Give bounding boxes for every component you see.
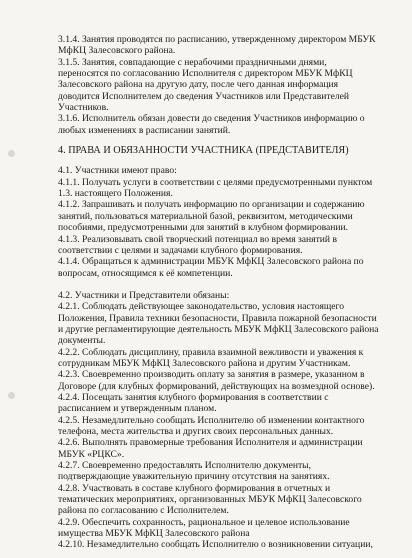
text-line: 4.1.1. Получать услуги в соответствии с целями предусмотренными пунктом (58, 176, 373, 188)
text-line: тематических мероприятиях, организованных МБУК МфКЦ Залесовского (58, 494, 362, 506)
text-line: доводится Исполнителем до сведения Участников или Представителей (58, 90, 350, 102)
punch-hole-mark (8, 150, 15, 157)
text-line: МБУК «РЦКС». (58, 448, 125, 460)
text-line: 4.2.1. Соблюдать действующее законодательство, условия настоящего (58, 301, 345, 313)
text-line: 4.2.6. Выполнять правомерные требования Исполнителя и администрации (58, 437, 363, 449)
text-line: 3.1.6. Исполнитель обязан довести до сведения Участников информацию о (58, 113, 365, 125)
text-line: 4.1. Участники имеют право: (58, 165, 177, 177)
text-line: соответствии с целями и задачами клубного формирования. (58, 244, 303, 256)
text-line: 4.1.2. Запрашивать и получать информацию по организации и содержанию (58, 199, 365, 211)
text-line: Положения, Правила техники безопасности, Правила пожарной безопасности (58, 312, 377, 324)
punch-hole-mark (8, 392, 15, 399)
text-line: расписанием и утвержденным планом. (58, 403, 217, 415)
text-line: телефона, места жительства и других своих персональных данных. (58, 426, 334, 437)
text-line: переносятся по согласованию Исполнителя с директором МБУК МфКЦ (58, 68, 353, 80)
text-line: 4.2.9. Обеспечить сохранность, рациональное и целевое использование (58, 516, 350, 528)
clause-3-1-4 (58, 34, 400, 57)
text-line: пособиями, предусмотренными для занятий в клубном формировании. (58, 222, 349, 234)
text-line: района по согласованию с Исполнителем. (58, 505, 229, 517)
clause-3-1-6 (58, 113, 400, 136)
section-4-1 (58, 165, 400, 278)
text-line: 4.1.4. Обращаться к администрации МБУК МфКЦ Залесовского района по (58, 256, 364, 268)
text-line: 4.2.5. Незамедлительно сообщать Исполнителю об изменении контактного (58, 414, 365, 426)
text-line: 4.1.3. Реализовывать свой творческий потенциал во время занятий в (58, 233, 337, 245)
text-line: 4.2.10. Незамедлительно сообщать Исполнителю о возникновении ситуации, (58, 539, 373, 551)
section-heading: 4. ПРАВА И ОБЯЗАННОСТИ УЧАСТНИКА (ПРЕДСТАВИТЕЛЯ) (58, 145, 349, 157)
text-line: любых изменениях в расписании занятий. (58, 124, 231, 136)
text-line: имущества МБУК МфКЦ Залесовского района (58, 528, 250, 540)
text-line: 4.2.2. Соблюдать дисциплину, правила взаимной вежливости и уважения к (58, 346, 364, 358)
text-line: 4.2.3. Своевременно производить оплату за занятия в размере, указанном в (58, 369, 365, 381)
text-line: и другие регламентирующие деятельность МБУК МфКЦ Залесовского района (58, 323, 379, 335)
text-line: 3.1.5. Занятия, совпадающие с нерабочими праздничными днями, (58, 56, 327, 68)
text-line: сотрудникам МБУК МфКЦ Залесовского района и другим Участникам. (58, 357, 351, 369)
text-line: МфКЦ Залесовского района. (58, 45, 176, 57)
text-line: документы. (58, 335, 106, 347)
text-line: 4.2.8. Участвовать в составе клубного формирования в отчетных и (58, 482, 331, 494)
text-line: Участников. (58, 102, 109, 114)
clause-3-1-5 (58, 57, 400, 114)
text-line: 4.2.4. Посещать занятия клубного формирования в соответствии с (58, 391, 329, 403)
text-line: 4.2.7. Своевременно предоставлять Исполнителю документы, (58, 460, 311, 472)
section-4-2 (58, 290, 400, 551)
text-line: подтверждающие уважительную причину отсутствия на занятиях. (58, 471, 330, 483)
text-line: Договоре (для клубных формирований, действующих на возмездной основе). (58, 380, 375, 392)
text-line: вопросам, относящимся к её компетенции. (58, 267, 233, 279)
text-line: 3.1.4. Занятия проводятся по расписанию, утвержденному директором МБУК (58, 34, 376, 45)
text-line: 4.2. Участники и Представители обязаны: (58, 289, 230, 301)
text-line: Залесовского района на другую дату, после чего данная информация (58, 79, 339, 91)
text-line: 1.3. настоящего Положения. (58, 188, 173, 200)
text-line: занятий, пользоваться материальной базой, реквизитом, методическими (58, 210, 353, 222)
